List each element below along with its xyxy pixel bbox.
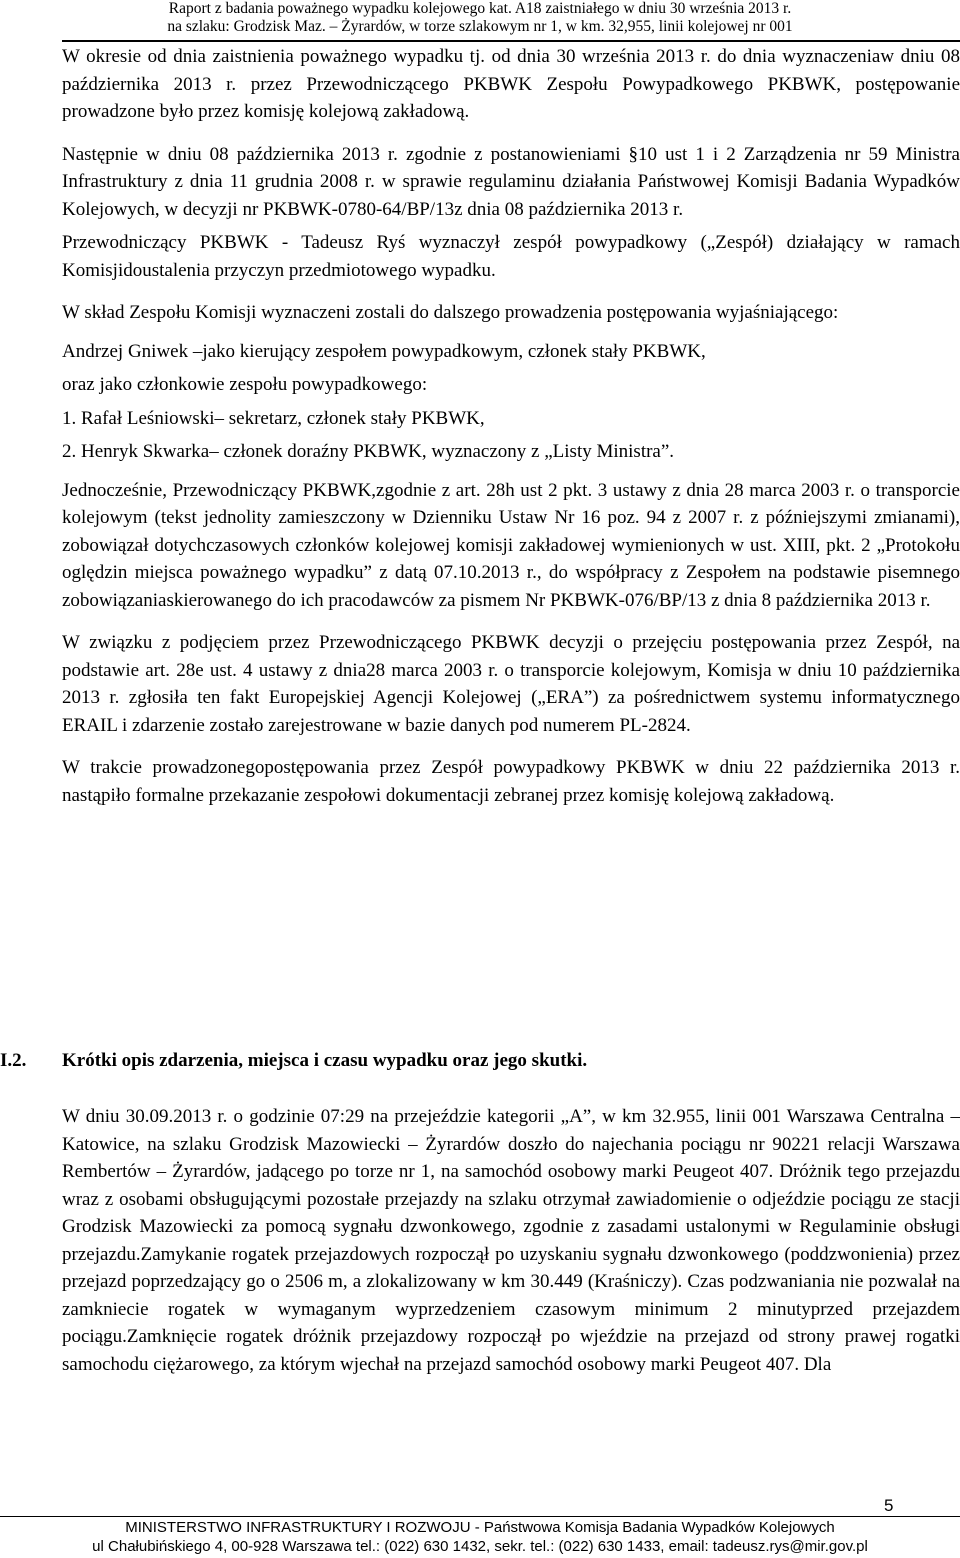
section-number: I.2. xyxy=(0,1050,27,1071)
section-title: Krótki opis zdarzenia, miejsca i czasu wypadku oraz jego skutki. xyxy=(62,1050,588,1071)
team-leader: Andrzej Gniwek –jako kierujący zespołem powypadkowym, członek stały PKBWK, xyxy=(62,340,706,362)
paragraph-investigation-period: W okresie od dnia zaistnienia poważnego wypadku tj. od dnia 30 września 2013 r. do dnia wyznaczeniaw dniu 08 października 2013 r. przez Przewodniczącego PKBWK Zespołu Powypadkowego PKBWK, postępowanie prowadzone było przez komisję kolejową zakładową. xyxy=(62,46,960,122)
footer-divider xyxy=(0,1516,960,1517)
page-footer xyxy=(0,1518,960,1556)
page-header xyxy=(0,0,960,40)
header-line-1: Raport z badania poważnego wypadku kolejowego kat. A18 zaistniałego w dniu 30 września 2013 r. xyxy=(168,0,792,17)
paragraph-event-description: W dniu 30.09.2013 r. o godzinie 07:29 na przejeździe kategorii „A”, w km 32.955, linii 001 Warszawa Centralna – Katowice, na szlaku Grodzisk Mazowiecki – Żyrardów doszło do najechania pociągu nr 90221 relacji Warszawa Rembertów – Żyrardów, jadącego po torze nr 1, na samochód osobowy marki Peugeot 407. Dróżnik tego przejazdu wraz z osobami obsługującymi pozostałe przejazdy na szlaku otrzymał zawiadomienie o odjeździe pociągu ze stacji Grodzisk Mazowiecki za pomocą sygnału dzwonkowego, zgodnie z zasadami ustalonymi w Regulaminie obsługi przejazdu.Zamykanie rogatek przejazdowych rozpoczął po uzyskaniu sygnału dzwonkowego (poddzwonienia) przez przejazd poprzedzający go o 2506 m, a zlokalizowany w km 30.449 (Kraśniczy). Czas podzwaniania nie pozwalał na zamkniecie rogatek w wymaganym wyprzedzeniem czasowym minimum 2 minutyprzed przejazdem pociągu.Zamknięcie rogatek dróżnik przejazdowy rozpoczął po wjeździe na przejazd od strony prawej rogatki samochodu ciężarowego, za którym wjechał na przejazd samochód osobowy marki Peugeot 407. Dla xyxy=(62,1106,960,1375)
header-divider xyxy=(62,40,960,42)
document-body xyxy=(62,43,960,809)
paragraph-team-designation: Przewodniczący PKBWK - Tadeusz Ryś wyznaczył zespół powypadkowy („Zespół) działający w ramach Komisjidoustalenia przyczyn przedmiotowego wypadku. xyxy=(62,232,960,281)
team-members-intro: oraz jako członkowie zespołu powypadkowego: xyxy=(62,374,428,395)
list-item: 1. Rafał Leśniowski– sekretarz, członek stały PKBWK, xyxy=(62,407,485,429)
paragraph-era-notification: W związku z podjęciem przez Przewodniczącego PKBWK decyzji o przejęciu postępowania przez Zespół, na podstawie art. 28e ust. 4 ustawy z dnia28 marca 2003 r. o transporcie kolejowym, Komisja w dniu 10 października 2013 r. zgłosiła ten fakt Europejskiej Agencji Kolejowej („ERA”) za pośrednictwem systemu informatycznego ERAIL i zdarzenie zostało zarejestrowane w bazie danych pod numerem PL-2824. xyxy=(62,632,960,736)
paragraph-team-composition: W skład Zespołu Komisji wyznaczeni zostali do dalszego prowadzenia postępowania wyjaśniającego: xyxy=(62,302,839,323)
page-number: 5 xyxy=(884,1496,894,1515)
header-line-2: na szlaku: Grodzisk Maz. – Żyrardów, w torze szlakowym nr 1, w km. 32,955, linii kolejowej nr 001 xyxy=(167,18,793,35)
list-item: 2. Henryk Skwarka– członek doraźny PKBWK, wyznaczony z „Listy Ministra”. xyxy=(62,441,675,462)
paragraph-cooperation: Jednocześnie, Przewodniczący PKBWK,zgodnie z art. 28h ust 2 pkt. 3 ustawy z dnia 28 marca 2003 r. o transporcie kolejowym (tekst jednolity zamieszczony w Dzienniku Ustaw Nr 16 poz. 94 z 2007 r. z późniejszymi zmianami), zobowiązał dotychczasowych członków kolejowej komisji zakładowej wymienionych w ust. XIII, pkt. 2 „Protokołu oględzin miejsca poważnego wypadku” z datą 07.10.2013 r., do współpracy z Zespołem na podstawie pisemnego zobowiązaniaskierowanego do ich pracodawców za pismem Nr PKBWK-076/BP/13 z dnia 8 października 2013 r. xyxy=(62,479,960,611)
footer-line-1: MINISTERSTWO INFRASTRUKTURY I ROZWOJU - Państwowa Komisja Badania Wypadków Kolejowych xyxy=(125,1519,835,1536)
section-heading xyxy=(0,1050,960,1080)
paragraph-appointment: Następnie w dniu 08 października 2013 r. zgodnie z postanowieniami §10 ust 1 i 2 Zarządzenia nr 59 Ministra Infrastruktury z dnia 11 grudnia 2008 r. w sprawie regulaminu działania Państwowej Komisji Badania Wypadków Kolejowych, w decyzji nr PKBWK-0780-64/BP/13z dnia 08 października 2013 r. xyxy=(62,143,960,220)
footer-line-2: ul Chałubińskiego 4, 00-928 Warszawa tel.: (022) 630 1432, sekr. tel.: (022) 630 1433, email: tadeusz.rys@mir.gov.pl xyxy=(92,1538,868,1555)
paragraph-documentation-transfer: W trakcie prowadzonegopostępowania przez Zespół powypadkowy PKBWK w dniu 22 października 2013 r. nastąpiło formalne przekazanie zespołowi dokumentacji zebranej przez komisję kolejową zakładową. xyxy=(62,757,960,806)
section-body xyxy=(62,1103,960,1378)
